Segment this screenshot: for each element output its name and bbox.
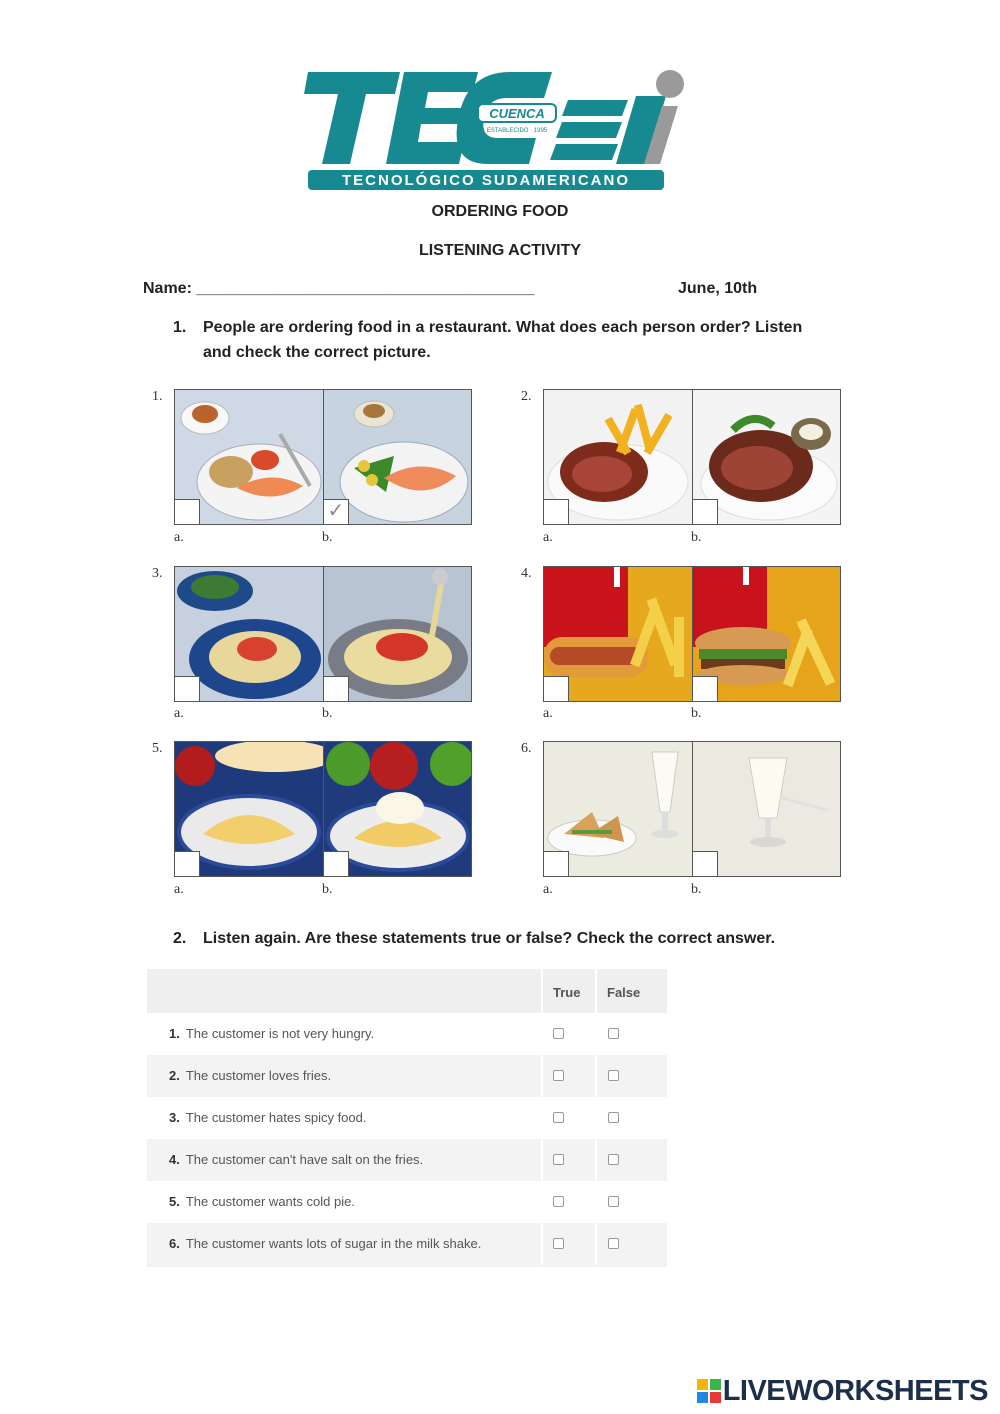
question-1-text-line1: People are ordering food in a restaurant. What does each person order? Listen	[203, 319, 803, 336]
item-5-pictures	[174, 741, 472, 877]
item-5-label-a: a.	[174, 882, 184, 897]
worksheet-title: ORDERING FOOD	[431, 203, 569, 220]
item-1-pictures	[174, 389, 472, 525]
item-6-a-checkbox[interactable]	[544, 851, 569, 876]
true-checkbox[interactable]	[553, 1154, 564, 1165]
item-4-pictures	[543, 566, 841, 702]
false-checkbox[interactable]	[608, 1238, 619, 1249]
item-1-option-a[interactable]	[175, 390, 323, 524]
item-2-pictures	[543, 389, 841, 525]
statement-text	[169, 1194, 355, 1209]
check-mark-icon: ✓	[327, 500, 345, 522]
item-3-b-checkbox[interactable]	[324, 676, 349, 701]
statement-text	[169, 1110, 367, 1125]
true-checkbox[interactable]	[553, 1196, 564, 1207]
true-checkbox[interactable]	[553, 1112, 564, 1123]
statement-text	[169, 1236, 481, 1251]
item-5-label-b: b.	[322, 882, 333, 897]
header-false: False	[607, 985, 641, 1000]
header-true: True	[553, 985, 581, 1000]
false-checkbox[interactable]	[608, 1154, 619, 1165]
question-2	[173, 926, 853, 952]
liveworksheets-icon	[697, 1379, 721, 1403]
item-6-number: 6.	[521, 741, 532, 756]
statement-label: The customer wants cold pie.	[185, 1194, 355, 1209]
worksheet-subtitle: LISTENING ACTIVITY	[418, 242, 582, 259]
item-2-a-checkbox[interactable]	[544, 499, 569, 524]
item-6-option-a[interactable]	[544, 742, 692, 876]
item-4-option-b[interactable]	[692, 567, 841, 701]
item-5-option-a[interactable]	[175, 742, 323, 876]
logo-subtitle: TECNOLÓGICO SUDAMERICANO	[342, 172, 630, 189]
item-3-number: 3.	[152, 566, 163, 581]
question-1-text-line2: and check the correct picture.	[203, 344, 431, 361]
item-2-option-b[interactable]	[692, 390, 841, 524]
liveworksheets-wordmark: LIVEWORKSHEETS	[722, 1374, 988, 1407]
item-6-label-a: a.	[543, 882, 553, 897]
statement-number: 5.	[169, 1194, 180, 1209]
statement-number: 2.	[169, 1068, 180, 1083]
false-checkbox[interactable]	[608, 1112, 619, 1123]
item-1-number: 1.	[152, 389, 163, 404]
statement-text	[169, 1152, 423, 1167]
item-1-label-a: a.	[174, 530, 184, 545]
table-row	[147, 1013, 667, 1055]
true-checkbox[interactable]	[553, 1070, 564, 1081]
item-3-label-b: b.	[322, 706, 333, 721]
table-row	[147, 1223, 667, 1267]
statement-label: The customer wants lots of sugar in the milk shake.	[185, 1236, 482, 1251]
table-header	[147, 969, 667, 1013]
item-2-option-a[interactable]	[544, 390, 692, 524]
date-label: June, 10th	[678, 280, 758, 297]
item-4-number: 4.	[521, 566, 532, 581]
statement-label: The customer loves fries.	[185, 1068, 332, 1083]
item-6-label-b: b.	[691, 882, 702, 897]
item-2-b-checkbox[interactable]	[693, 499, 718, 524]
liveworksheets-logo	[697, 1374, 988, 1408]
false-checkbox[interactable]	[608, 1070, 619, 1081]
item-4-label-a: a.	[543, 706, 553, 721]
item-2-number: 2.	[521, 389, 532, 404]
true-checkbox[interactable]	[553, 1028, 564, 1039]
item-2-label-a: a.	[543, 530, 553, 545]
item-3-option-a[interactable]	[175, 567, 323, 701]
statement-label: The customer can't have salt on the fries.	[185, 1152, 424, 1167]
table-row	[147, 1181, 667, 1223]
logo-city: CUENCA	[489, 106, 545, 121]
item-5-b-checkbox[interactable]	[324, 851, 349, 876]
item-6-pictures	[543, 741, 841, 877]
item-1-a-checkbox[interactable]	[175, 499, 200, 524]
statement-number: 3.	[169, 1110, 180, 1125]
item-5-a-checkbox[interactable]	[175, 851, 200, 876]
statement-number: 6.	[169, 1236, 180, 1251]
name-field[interactable]: Name: ______________________________________	[143, 280, 535, 297]
true-false-table	[147, 969, 667, 1267]
item-4-b-checkbox[interactable]	[693, 676, 718, 701]
item-3-option-b[interactable]	[323, 567, 472, 701]
logo-est: ESTABLECIDO · 1995	[486, 128, 548, 134]
false-checkbox[interactable]	[608, 1028, 619, 1039]
item-4-label-b: b.	[691, 706, 702, 721]
question-1-number: 1.	[173, 319, 187, 336]
item-5-option-b[interactable]	[323, 742, 472, 876]
table-row	[147, 1055, 667, 1097]
item-5-number: 5.	[152, 741, 163, 756]
item-1-option-b[interactable]	[323, 390, 472, 524]
question-1	[173, 315, 853, 367]
statement-text	[169, 1026, 374, 1041]
statement-number: 1.	[169, 1026, 180, 1041]
item-1-label-b: b.	[322, 530, 333, 545]
statement-text	[169, 1068, 331, 1083]
item-6-option-b[interactable]	[692, 742, 841, 876]
item-4-a-checkbox[interactable]	[544, 676, 569, 701]
table-row	[147, 1139, 667, 1181]
item-2-label-b: b.	[691, 530, 702, 545]
item-3-a-checkbox[interactable]	[175, 676, 200, 701]
item-1-b-checkbox[interactable]	[324, 499, 349, 524]
question-2-text: Listen again. Are these statements true or false? Check the correct answer.	[203, 930, 776, 947]
statement-label: The customer is not very hungry.	[185, 1026, 375, 1041]
item-6-b-checkbox[interactable]	[693, 851, 718, 876]
false-checkbox[interactable]	[608, 1196, 619, 1207]
statement-label: The customer hates spicy food.	[185, 1110, 367, 1125]
true-checkbox[interactable]	[553, 1238, 564, 1249]
question-2-number: 2.	[173, 930, 187, 947]
item-3-pictures	[174, 566, 472, 702]
statement-number: 4.	[169, 1152, 180, 1167]
table-row	[147, 1097, 667, 1139]
tec-logo	[300, 66, 695, 194]
item-3-label-a: a.	[174, 706, 184, 721]
item-4-option-a[interactable]	[544, 567, 692, 701]
